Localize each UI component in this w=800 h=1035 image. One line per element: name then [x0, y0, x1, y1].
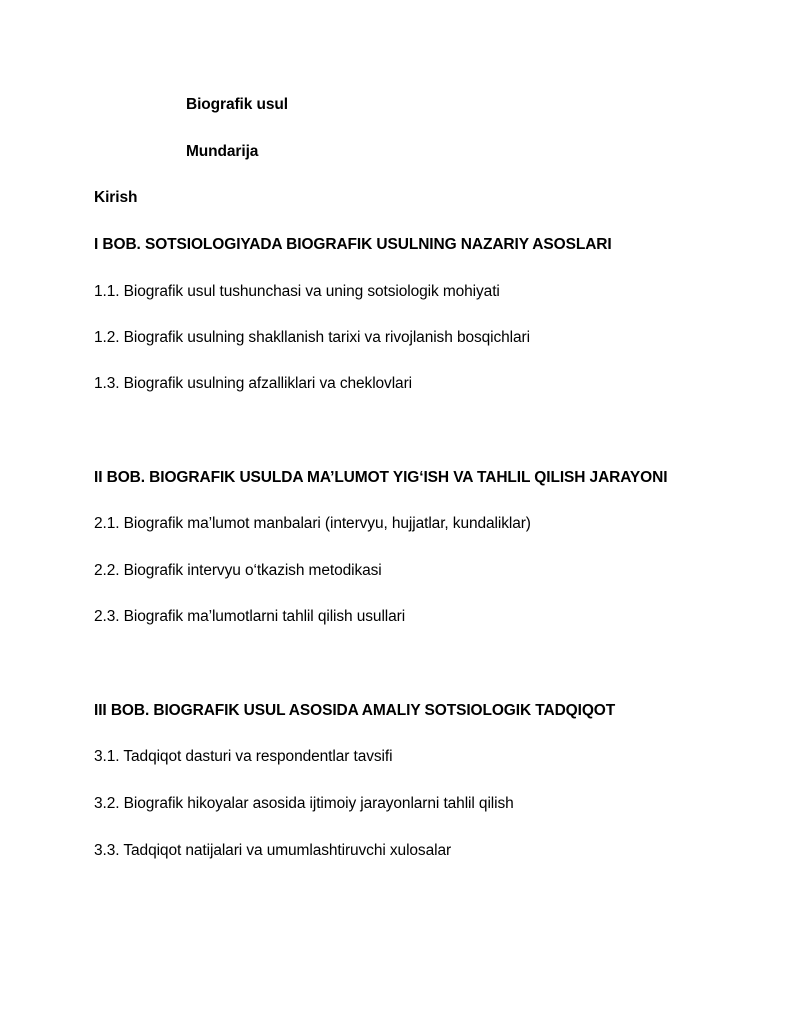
toc-intro: Kirish — [94, 189, 138, 206]
chapter-heading: I BOB. SOTSIOLOGIYADA BIOGRAFIK USULNING NAZARIY ASOSLARI — [94, 236, 612, 253]
toc-item: 3.1. Tadqiqot dasturi va respondentlar tavsifi — [94, 748, 393, 765]
chapter-heading: II BOB. BIOGRAFIK USULDA MA’LUMOT YIG‘ISH VA TAHLIL QILISH JARAYONI — [94, 469, 668, 486]
toc-heading: Mundarija — [186, 143, 259, 160]
toc-item: 1.1. Biografik usul tushunchasi va uning sotsiologik mohiyati — [94, 283, 500, 300]
toc-item: 1.2. Biografik usulning shakllanish tarixi va rivojlanish bosqichlari — [94, 329, 530, 346]
toc-item: 2.2. Biografik intervyu o‘tkazish metodikasi — [94, 562, 382, 579]
toc-item: 1.3. Biografik usulning afzalliklari va cheklovlari — [94, 375, 412, 392]
toc-item: 2.3. Biografik ma’lumotlarni tahlil qilish usullari — [94, 608, 406, 625]
document-title: Biografik usul — [186, 96, 288, 113]
toc-item: 3.3. Tadqiqot natijalari va umumlashtiruvchi xulosalar — [94, 842, 452, 859]
chapter-heading: III BOB. BIOGRAFIK USUL ASOSIDA AMALIY SOTSIOLOGIK TADQIQOT — [94, 702, 616, 719]
toc-item: 2.1. Biografik ma’lumot manbalari (intervyu, hujjatlar, kundaliklar) — [94, 515, 531, 532]
toc-item: 3.2. Biografik hikoyalar asosida ijtimoiy jarayonlarni tahlil qilish — [94, 795, 514, 812]
